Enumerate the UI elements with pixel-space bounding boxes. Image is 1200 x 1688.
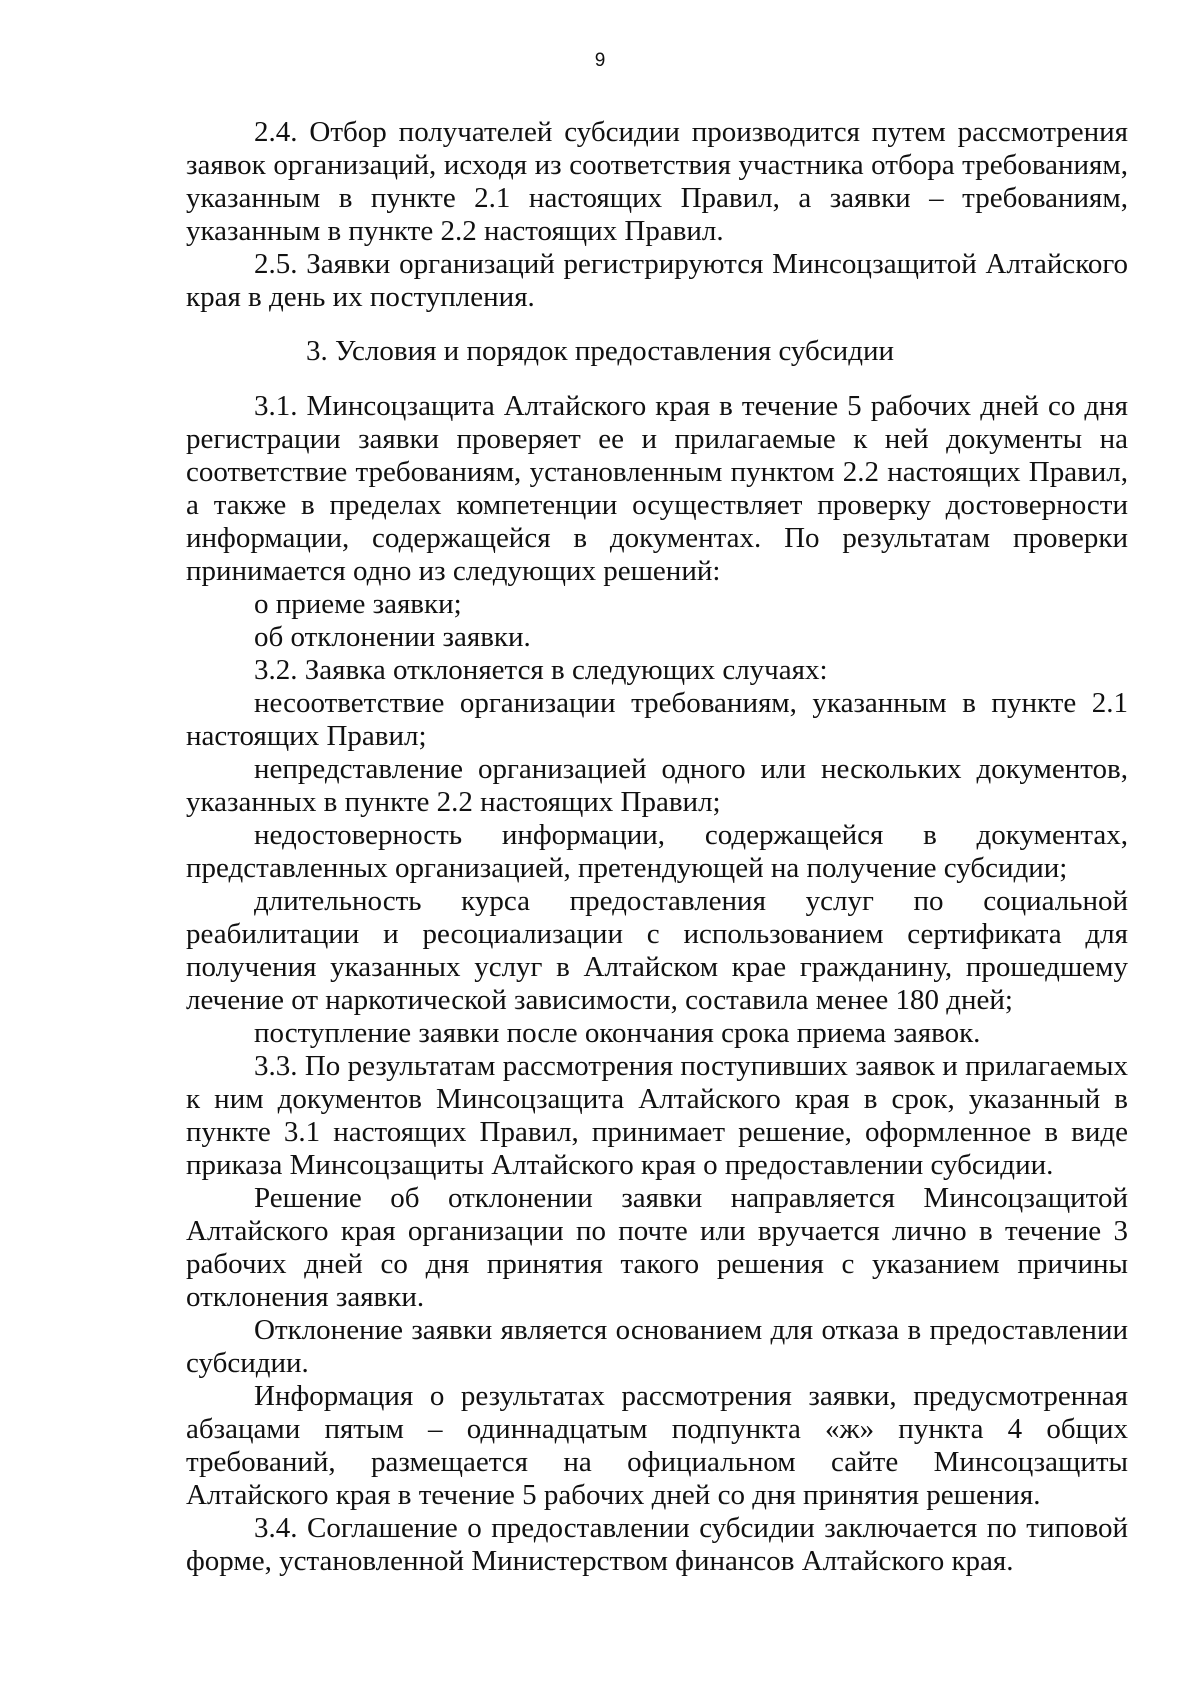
paragraph-2-5: 2.5. Заявки организаций регистрируются Минсоцзащитой Алтайского края в день их поступления. <box>186 248 1128 313</box>
paragraph-2-4: 2.4. Отбор получателей субсидии производится путем рассмотрения заявок организаций, исходя из соответствия участника отбора требованиям, указанным в пункте 2.1 настоящих Правил, а заявки – требованиям, указанным в пункте 2.2 настоящих Правил. <box>186 116 1128 247</box>
page-number: 9 <box>594 50 606 71</box>
paragraph-3-3: 3.3. По результатам рассмотрения поступивших заявок и прилагаемых к ним документов Минсоцзащита Алтайского края в срок, указанный в пункте 3.1 настоящих Правил, принимает решение, оформленное в виде приказа Минсоцзащиты Алтайского края о предоставлении субсидии. <box>186 1050 1128 1181</box>
paragraph-rejection-notice: Решение об отклонении заявки направляется Минсоцзащитой Алтайского края организации по почте или вручается лично в течение 3 рабочих дней со дня принятия такого решения с указанием причины отклонения заявки. <box>186 1182 1128 1313</box>
paragraph-rejection-grounds: Отклонение заявки является основанием для отказа в предоставлении субсидии. <box>186 1314 1128 1379</box>
paragraph-reason-course-duration: длительность курса предоставления услуг по социальной реабилитации и ресоциализации с использованием сертификата для получения указанных услуг в Алтайском крае гражданину, прошедшему лечение от наркотической зависимости, составила менее 180 дней; <box>186 885 1128 1016</box>
paragraph-results-publication: Информация о результатах рассмотрения заявки, предусмотренная абзацами пятым – одиннадцатым подпункта «ж» пункта 4 общих требований, размещается на официальном сайте Минсоцзащиты Алтайского края в течение 5 рабочих дней со дня принятия решения. <box>186 1380 1128 1511</box>
paragraph-3-1: 3.1. Минсоцзащита Алтайского края в течение 5 рабочих дней со дня регистрации заявки проверяет ее и прилагаемые к ней документы на соответствие требованиям, установленным пунктом 2.2 настоящих Правил, а также в пределах компетенции осуществляет проверку достоверности информации, содержащейся в документах. По результатам проверки принимается одно из следующих решений: <box>186 390 1128 587</box>
paragraph-reason-late-submission: поступление заявки после окончания срока приема заявок. <box>254 1017 981 1049</box>
paragraph-decision-accept: о приеме заявки; <box>254 588 462 620</box>
paragraph-reason-unreliable-info: недостоверность информации, содержащейся в документах, представленных организацией, претендующей на получение субсидии; <box>186 819 1128 884</box>
paragraph-reason-missing-documents: непредставление организацией одного или нескольких документов, указанных в пункте 2.2 настоящих Правил; <box>186 753 1128 818</box>
section-2-text <box>186 116 1128 314</box>
paragraph-decision-reject: об отклонении заявки. <box>254 621 531 653</box>
paragraph-reason-nonconformity: несоответствие организации требованиям, указанным в пункте 2.1 настоящих Правил; <box>186 687 1128 752</box>
paragraph-3-2: 3.2. Заявка отклоняется в следующих случаях: <box>254 654 828 686</box>
section-3-heading: 3. Условия и порядок предоставления субсидии <box>305 335 894 367</box>
section-3-text <box>186 390 1128 1578</box>
paragraph-3-4: 3.4. Соглашение о предоставлении субсидии заключается по типовой форме, установленной Министерством финансов Алтайского края. <box>186 1512 1128 1577</box>
